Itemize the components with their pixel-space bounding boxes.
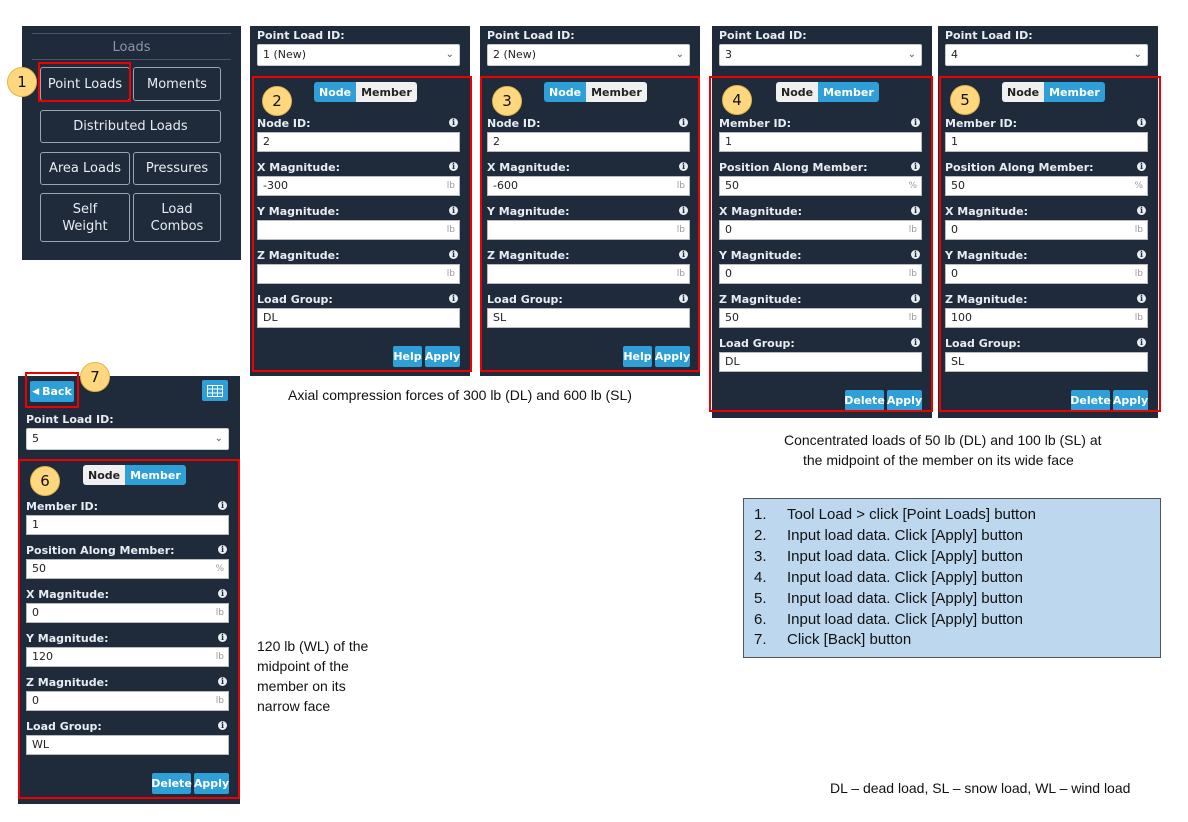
info-icon[interactable]: i [911, 294, 920, 303]
caption-concentrated-2: the midpoint of the member on its wide face [803, 452, 1074, 468]
chevron-down-icon: ⌄ [675, 49, 684, 60]
x-magnitude-label: X Magnitude: [945, 205, 1028, 218]
load-group-label: Load Group: [719, 337, 795, 350]
table-icon[interactable] [202, 380, 228, 401]
apply-button[interactable]: Apply [425, 346, 460, 367]
step-badge-1: 1 [7, 67, 37, 97]
caption-wind-3: member on its [257, 678, 346, 694]
y-magnitude-field[interactable]: 0 lb [945, 264, 1148, 284]
caption-wind-2: midpoint of the [257, 658, 349, 674]
info-icon[interactable]: i [449, 118, 458, 127]
y-magnitude-field[interactable]: lb [487, 220, 690, 240]
list-item: 6. Input load data. Click [Apply] button [754, 611, 1023, 628]
list-item: 3. Input load data. Click [Apply] button [754, 548, 1023, 565]
info-icon[interactable]: i [911, 250, 920, 259]
load-group-field[interactable]: WL [26, 735, 229, 755]
info-icon[interactable]: i [449, 250, 458, 259]
z-magnitude-field[interactable]: 0 lb [26, 691, 229, 711]
point-load-id-select[interactable]: 4 ⌄ [945, 44, 1148, 66]
info-icon[interactable]: i [1137, 338, 1146, 347]
point-load-id-select[interactable]: 1 (New) ⌄ [257, 44, 460, 66]
load-combos-button[interactable]: Load Combos [133, 193, 221, 242]
apply-button[interactable]: Apply [194, 773, 229, 794]
apply-button[interactable]: Apply [1113, 390, 1148, 411]
info-icon[interactable]: i [911, 206, 920, 215]
point-load-id-select[interactable]: 5 ⌄ [26, 428, 229, 450]
node-id-label: Node ID: [487, 117, 541, 130]
distributed-loads-button[interactable]: Distributed Loads [40, 110, 221, 143]
load-group-field[interactable]: DL [257, 308, 460, 328]
step-badge-4: 4 [722, 85, 752, 115]
member-id-label: Member ID: [26, 500, 99, 513]
list-item: 4. Input load data. Click [Apply] button [754, 569, 1023, 586]
delete-button[interactable]: Delete [845, 390, 884, 411]
help-button[interactable]: Help [623, 346, 652, 367]
delete-button[interactable]: Delete [1071, 390, 1110, 411]
info-icon[interactable]: i [218, 501, 227, 510]
info-icon[interactable]: i [218, 721, 227, 730]
y-magnitude-label: Y Magnitude: [257, 205, 340, 218]
position-along-member-label: Position Along Member: [719, 161, 868, 174]
y-magnitude-label: Y Magnitude: [26, 632, 109, 645]
point-load-id-label: Point Load ID: [257, 29, 345, 42]
tab-node[interactable]: Node [83, 465, 125, 485]
z-magnitude-label: Z Magnitude: [487, 249, 570, 262]
load-group-field[interactable]: SL [945, 352, 1148, 372]
position-along-member-field[interactable]: 50 % [26, 559, 229, 579]
info-icon[interactable]: i [679, 250, 688, 259]
position-along-member-label: Position Along Member: [26, 544, 175, 557]
step-badge-3: 3 [492, 86, 522, 116]
step-badge-5: 5 [950, 85, 980, 115]
highlight-panel-2 [252, 76, 472, 372]
divider [32, 33, 231, 34]
step-badge-6: 6 [30, 466, 60, 496]
z-magnitude-label: Z Magnitude: [945, 293, 1028, 306]
apply-button[interactable]: Apply [655, 346, 690, 367]
point-load-id-label: Point Load ID: [719, 29, 807, 42]
delete-button[interactable]: Delete [152, 773, 191, 794]
info-icon[interactable]: i [911, 162, 920, 171]
moments-button[interactable]: Moments [133, 67, 221, 101]
tab-member[interactable]: Member [818, 82, 879, 102]
info-icon[interactable]: i [1137, 162, 1146, 171]
steps-list [743, 498, 1161, 658]
info-icon[interactable]: i [1137, 250, 1146, 259]
x-magnitude-field[interactable]: 0 lb [719, 220, 922, 240]
step-badge-7: 7 [80, 362, 110, 392]
point-load-id-label: Point Load ID: [487, 29, 575, 42]
x-magnitude-label: X Magnitude: [26, 588, 109, 601]
node-id-field[interactable]: 2 [487, 132, 690, 152]
info-icon[interactable]: i [679, 206, 688, 215]
y-magnitude-field[interactable]: lb [257, 220, 460, 240]
info-icon[interactable]: i [218, 589, 227, 598]
tab-member[interactable]: Member [356, 82, 417, 102]
z-magnitude-field[interactable]: lb [487, 264, 690, 284]
point-loads-button[interactable]: Point Loads [40, 67, 130, 101]
chevron-down-icon: ⌄ [907, 49, 916, 60]
info-icon[interactable]: i [911, 118, 920, 127]
z-magnitude-field[interactable]: 50 lb [719, 308, 922, 328]
position-along-member-field[interactable]: 50 % [719, 176, 922, 196]
load-abbreviation-legend: DL – dead load, SL – snow load, WL – wind load [830, 780, 1131, 796]
tab-node[interactable]: Node [1002, 82, 1044, 102]
highlight-panel-3 [480, 76, 700, 372]
y-magnitude-label: Y Magnitude: [487, 205, 570, 218]
caption-axial: Axial compression forces of 300 lb (DL) and 600 lb (SL) [288, 387, 632, 403]
x-magnitude-label: X Magnitude: [487, 161, 570, 174]
caption-wind-1: 120 lb (WL) of the [257, 638, 369, 654]
info-icon[interactable]: i [1137, 206, 1146, 215]
caption-wind-4: narrow face [257, 698, 331, 714]
tab-node[interactable]: Node [776, 82, 818, 102]
highlight-back-button [25, 372, 79, 408]
chevron-left-icon: ◀ [32, 386, 40, 397]
info-icon[interactable]: i [679, 294, 688, 303]
load-group-label: Load Group: [945, 337, 1021, 350]
y-magnitude-label: Y Magnitude: [719, 249, 802, 262]
position-along-member-field[interactable]: 50 % [945, 176, 1148, 196]
node-id-field[interactable]: 2 [257, 132, 460, 152]
highlight-panel-6 [18, 459, 240, 799]
x-magnitude-field[interactable]: 0 lb [945, 220, 1148, 240]
z-magnitude-label: Z Magnitude: [26, 676, 109, 689]
info-icon[interactable]: i [679, 118, 688, 127]
apply-button[interactable]: Apply [887, 390, 922, 411]
info-icon[interactable]: i [449, 162, 458, 171]
chevron-down-icon: ⌄ [1133, 49, 1142, 60]
x-magnitude-label: X Magnitude: [719, 205, 802, 218]
highlight-panel-4 [709, 76, 933, 412]
info-icon[interactable]: i [449, 294, 458, 303]
chevron-down-icon: ⌄ [445, 49, 454, 60]
info-icon[interactable]: i [1137, 294, 1146, 303]
info-icon[interactable]: i [218, 677, 227, 686]
load-group-field[interactable]: DL [719, 352, 922, 372]
info-icon[interactable]: i [1137, 118, 1146, 127]
point-load-id-select[interactable]: 2 (New) ⌄ [487, 44, 690, 66]
step-badge-2: 2 [262, 86, 292, 116]
z-magnitude-field[interactable]: lb [257, 264, 460, 284]
tab-member[interactable]: Member [586, 82, 647, 102]
info-icon[interactable]: i [449, 206, 458, 215]
info-icon[interactable]: i [218, 633, 227, 642]
back-button[interactable]: ◀ Back [30, 381, 74, 402]
member-id-label: Member ID: [719, 117, 792, 130]
area-loads-button[interactable]: Area Loads [40, 152, 130, 185]
list-item: 2. Input load data. Click [Apply] button [754, 527, 1023, 544]
x-magnitude-field[interactable]: -300 lb [257, 176, 460, 196]
point-load-id-select[interactable]: 3 ⌄ [719, 44, 922, 66]
info-icon[interactable]: i [679, 162, 688, 171]
list-item: 7. Click [Back] button [754, 631, 912, 648]
load-group-label: Load Group: [257, 293, 333, 306]
position-along-member-label: Position Along Member: [945, 161, 1094, 174]
x-magnitude-label: X Magnitude: [257, 161, 340, 174]
load-group-label: Load Group: [487, 293, 563, 306]
info-icon[interactable]: i [911, 338, 920, 347]
info-icon[interactable]: i [218, 545, 227, 554]
tab-member[interactable]: Member [1044, 82, 1105, 102]
tab-node[interactable]: Node [314, 82, 356, 102]
divider [32, 59, 231, 60]
tab-member[interactable]: Member [125, 465, 186, 485]
x-magnitude-field[interactable]: -600 lb [487, 176, 690, 196]
highlight-point-loads [38, 62, 131, 102]
load-group-field[interactable]: SL [487, 308, 690, 328]
y-magnitude-field[interactable]: 120 lb [26, 647, 229, 667]
tab-node[interactable]: Node [544, 82, 586, 102]
highlight-panel-5 [939, 76, 1161, 412]
point-load-id-label: Point Load ID: [945, 29, 1033, 42]
list-item: 1. Tool Load > click [Point Loads] button [754, 506, 1036, 523]
member-id-field[interactable]: 1 [26, 515, 229, 535]
chevron-down-icon: ⌄ [214, 433, 223, 444]
z-magnitude-field[interactable]: 100 lb [945, 308, 1148, 328]
list-item: 5. Input load data. Click [Apply] button [754, 590, 1023, 607]
point-load-id-label: Point Load ID: [26, 413, 114, 426]
node-id-label: Node ID: [257, 117, 311, 130]
pressures-button[interactable]: Pressures [133, 152, 221, 185]
caption-concentrated-1: Concentrated loads of 50 lb (DL) and 100 lb (SL) at [784, 432, 1102, 448]
z-magnitude-label: Z Magnitude: [257, 249, 340, 262]
help-button[interactable]: Help [393, 346, 422, 367]
member-id-field[interactable]: 1 [945, 132, 1148, 152]
y-magnitude-field[interactable]: 0 lb [719, 264, 922, 284]
loads-title: Loads [112, 40, 151, 55]
y-magnitude-label: Y Magnitude: [945, 249, 1028, 262]
load-group-label: Load Group: [26, 720, 102, 733]
member-id-label: Member ID: [945, 117, 1018, 130]
x-magnitude-field[interactable]: 0 lb [26, 603, 229, 623]
z-magnitude-label: Z Magnitude: [719, 293, 802, 306]
self-weight-button[interactable]: Self Weight [40, 193, 130, 242]
member-id-field[interactable]: 1 [719, 132, 922, 152]
